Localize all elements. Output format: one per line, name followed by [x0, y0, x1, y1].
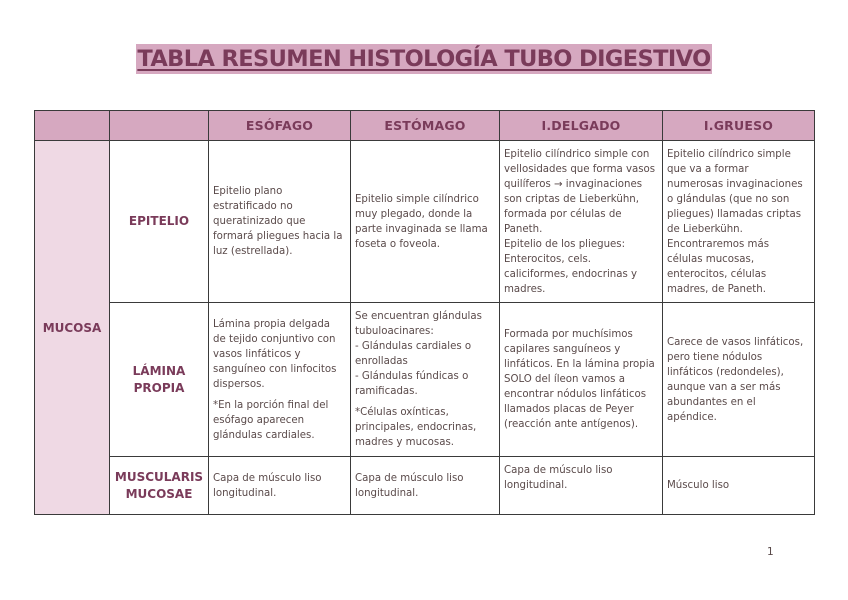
- cell-lamina-igrueso: Carece de vasos linfáticos, pero tiene nódulos linfáticos (redondeles), aunque van a ser más abundantes en el apéndice.: [663, 303, 815, 457]
- table-row-muscularis-mucosae: [35, 457, 815, 515]
- table-row-epitelio: [35, 141, 815, 303]
- cell-lamina-idelgado: Formada por muchísimos capilares sanguíneos y linfáticos. En la lámina propia SOLO del íleon vamos a encontrar nódulos linfáticos llamados placas de Peyer (reacción ante antígenos).: [500, 303, 663, 457]
- cell-lamina-estomago: Se encuentran glándulas tubuloacinares: - Glándulas cardiales o enrolladas - Glándulas fúndicas o ramificadas. *Células oxínticas, principales, endocrinas, madres y mucosas.: [351, 303, 500, 457]
- header-row: [35, 111, 815, 141]
- cell-epitelio-esofago: Epitelio plano estratificado no queratinizado que formará pliegues hacia la luz (estrellada).: [209, 141, 351, 303]
- cell-epitelio-estomago: Epitelio simple cilíndrico muy plegado, donde la parte invaginada se llama foseta o foveola.: [351, 141, 500, 303]
- summary-table: [34, 110, 815, 515]
- header-blank-1: [35, 111, 110, 141]
- document-title: TABLA RESUMEN HISTOLOGÍA TUBO DIGESTIVO: [137, 46, 711, 72]
- cell-muscularis-igrueso: Músculo liso: [663, 457, 815, 515]
- cell-muscularis-idelgado: Capa de músculo liso longitudinal.: [500, 457, 663, 515]
- header-estomago: ESTÓMAGO: [351, 111, 500, 141]
- header-blank-2: [110, 111, 209, 141]
- cell-epitelio-idelgado: Epitelio cilíndrico simple con vellosidades que forma vasos quilíferos → invaginaciones son criptas de Lieberkühn, formada por células de Paneth. Epitelio de los pliegues: Enterocitos, cels. caliciformes, endocrinas y madres.: [500, 141, 663, 303]
- row-label-epitelio: EPITELIO: [110, 141, 209, 303]
- page-number: 1: [767, 546, 774, 558]
- table-row-lamina-propia: [35, 303, 815, 457]
- header-esofago: ESÓFAGO: [209, 111, 351, 141]
- cell-muscularis-estomago: Capa de músculo liso longitudinal.: [351, 457, 500, 515]
- row-label-lamina-propia: LÁMINA PROPIA: [110, 303, 209, 457]
- header-idelgado: I.DELGADO: [500, 111, 663, 141]
- cell-epitelio-igrueso: Epitelio cilíndrico simple que va a formar numerosas invaginaciones o glándulas (que no son pliegues) llamadas criptas de Lieberkühn. Encontraremos más células mucosas, enterocitos, células madres, de Paneth.: [663, 141, 815, 303]
- cell-lamina-esofago: Lámina propia delgada de tejido conjuntivo con vasos linfáticos y sanguíneo con linfocitos dispersos. *En la porción final del esófago aparecen glándulas cardiales.: [209, 303, 351, 457]
- group-label-mucosa: MUCOSA: [35, 141, 110, 515]
- row-label-muscularis-mucosae: MUSCULARIS MUCOSAE: [110, 457, 209, 515]
- header-igrueso: I.GRUESO: [663, 111, 815, 141]
- cell-muscularis-esofago: Capa de músculo liso longitudinal.: [209, 457, 351, 515]
